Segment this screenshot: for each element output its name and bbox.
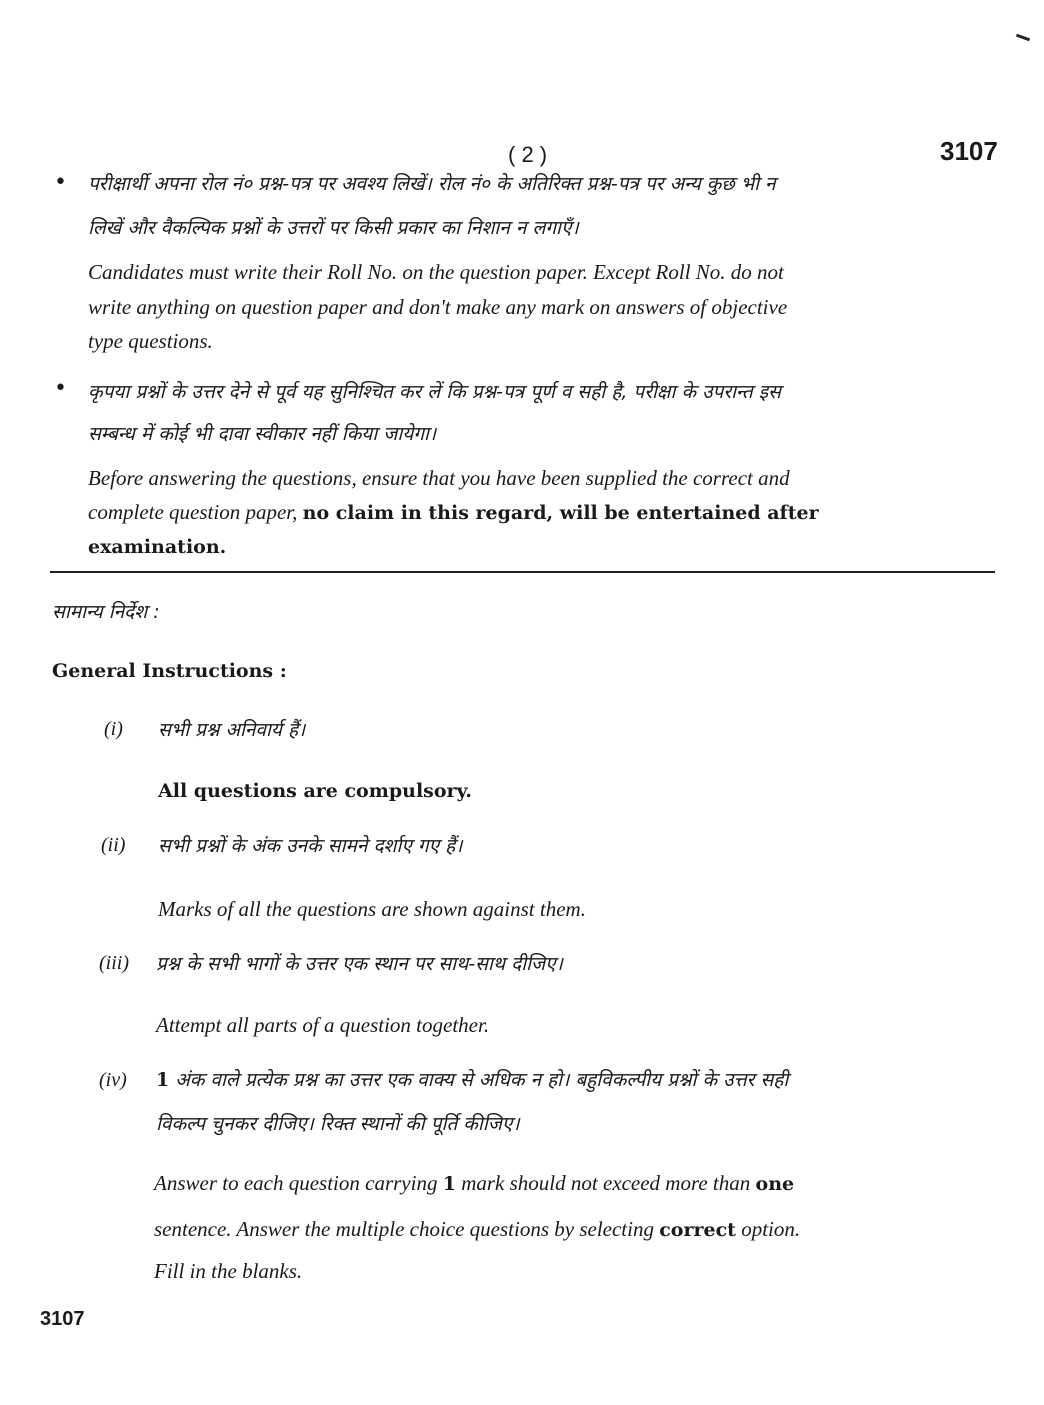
item-4-english-c: sentence. Answer the multiple choice questions by selecting (154, 1217, 660, 1241)
item-4-english-correct: correct (659, 1219, 736, 1241)
item-2-number: (ii) (101, 834, 126, 856)
item-4-english-line-1 (154, 1167, 794, 1201)
notice-1-hindi-line-1: परीक्षार्थी अपना रोल नं० प्रश्न-पत्र पर अवश्य लिखें। रोल नं० के अतिरिक्त प्रश्न-पत्र पर अन्य कुछ भी न (88, 173, 776, 195)
notice-2-english-line-2 (88, 496, 819, 530)
item-4-english-d: option. (735, 1217, 801, 1241)
notice-2-hindi-line-2: सम्बन्ध में कोई भी दावा स्वीकार नहीं किया जायेगा। (88, 423, 437, 445)
item-4-english-line-3: Fill in the blanks. (154, 1259, 303, 1283)
item-3-hindi: प्रश्न के सभी भागों के उत्तर एक स्थान पर साथ-साथ दीजिए। (156, 953, 563, 975)
item-4-number: (iv) (99, 1069, 127, 1091)
item-4-hindi-mark: 1 (156, 1069, 170, 1091)
page-number: ( 2 ) (508, 142, 548, 167)
notice-2-english-line-1: Before answering the questions, ensure that you have been supplied the correct and (88, 466, 790, 490)
item-4-english-one: one (755, 1173, 795, 1195)
item-4-hindi-text: अंक वाले प्रत्येक प्रश्न का उत्तर एक वाक्य से अधिक न हो। बहुविकल्पीय प्रश्नों के उत्तर सही (175, 1069, 789, 1091)
item-1-number: (i) (104, 718, 123, 740)
item-2-hindi: सभी प्रश्नों के अंक उनके सामने दर्शाए गए हैं। (158, 835, 463, 857)
paper-code-top: 3107 (940, 136, 998, 166)
notice-2-english-plain: complete question paper, (88, 500, 303, 524)
notice-2-english-bold: no claim in this regard, will be entertained after (302, 502, 819, 524)
bullet-2: • (54, 376, 67, 401)
item-4-hindi-line-1 (156, 1062, 788, 1098)
notice-2-hindi-line-1: कृपया प्रश्नों के उत्तर देने से पूर्व यह सुनिश्चित कर लें कि प्रश्न-पत्र पूर्ण व सही है, परीक्षा के उपरान्त इस (88, 381, 781, 403)
notice-1-english-line-3: type questions. (88, 329, 213, 353)
margin-mark (1016, 34, 1030, 42)
divider-rule (50, 571, 995, 573)
item-3-number: (iii) (99, 952, 129, 974)
general-heading-hindi: सामान्य निर्देश : (52, 601, 160, 623)
notice-2-english-bold-2: examination. (88, 536, 227, 558)
notice-1-english-line-2: write anything on question paper and don't make any mark on answers of objective (88, 295, 788, 319)
item-4-hindi-line-2: विकल्प चुनकर दीजिए। रिक्त स्थानों की पूर्ति कीजिए। (156, 1113, 520, 1135)
item-1-hindi: सभी प्रश्न अनिवार्य हैं। (158, 719, 306, 741)
item-2-english: Marks of all the questions are shown against them. (158, 897, 586, 921)
item-3-english: Attempt all parts of a question together. (156, 1013, 490, 1037)
notice-1-hindi-line-2: लिखें और वैकल्पिक प्रश्नों के उत्तरों पर किसी प्रकार का निशान न लगाएँ। (88, 217, 579, 239)
item-4-english-mark: 1 (442, 1173, 456, 1195)
general-heading-english: General Instructions : (52, 660, 287, 682)
paper-code-bottom: 3107 (40, 1308, 85, 1330)
item-4-english-b: mark should not exceed more than (455, 1171, 756, 1195)
notice-2-english-line-3 (88, 530, 226, 564)
item-1-english: All questions are compulsory. (158, 780, 473, 802)
item-4-english-line-2 (154, 1213, 800, 1247)
bullet-1: • (54, 170, 67, 195)
notice-1-english-line-1: Candidates must write their Roll No. on the question paper. Except Roll No. do not (88, 260, 784, 284)
item-4-english-a: Answer to each question carrying (154, 1171, 443, 1195)
